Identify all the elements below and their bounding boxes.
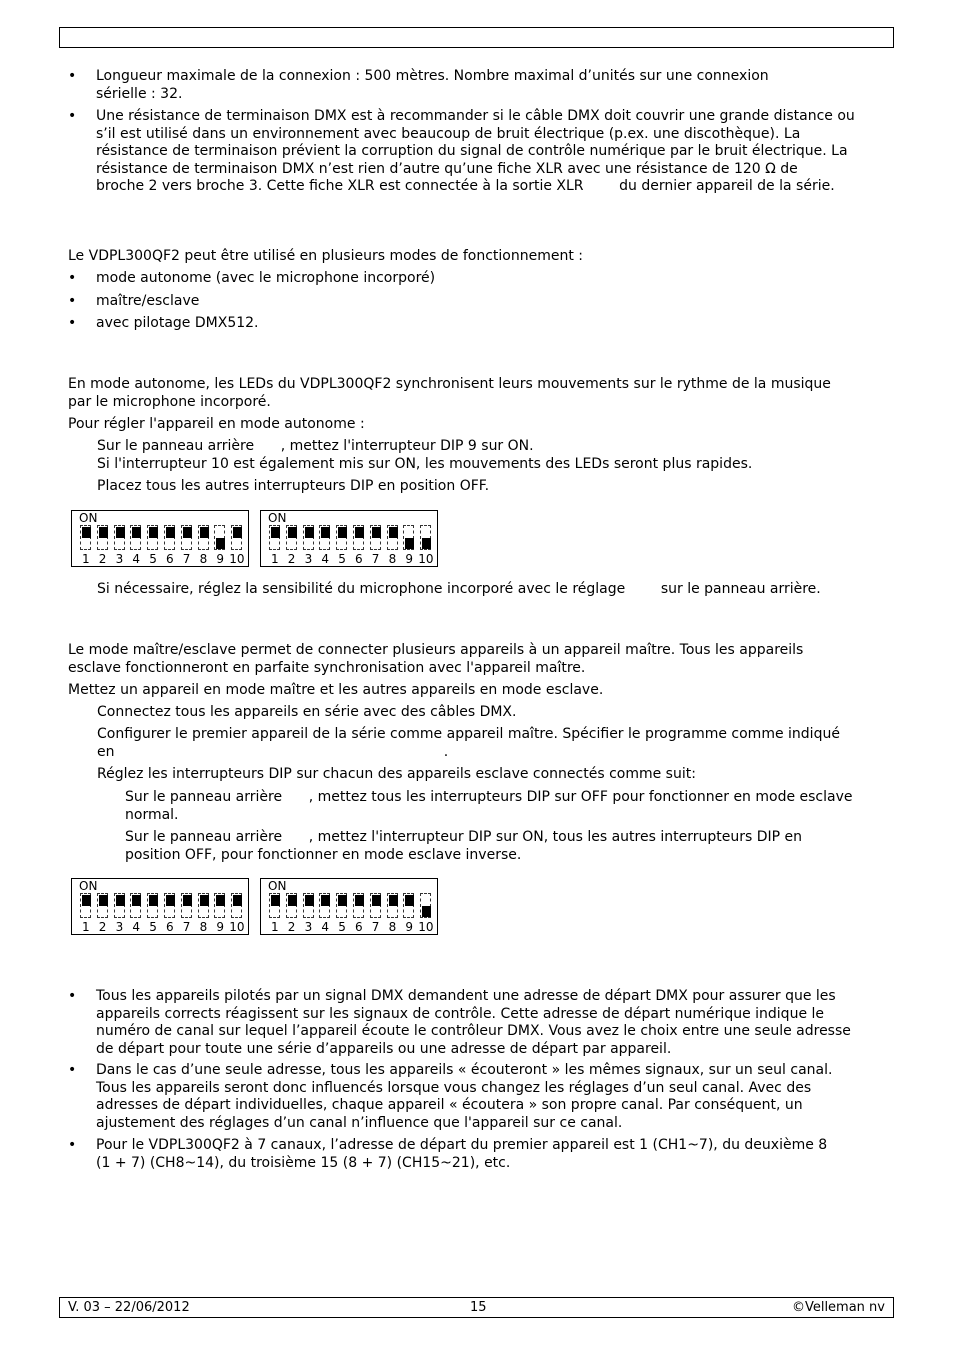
ms-description bbox=[68, 642, 888, 677]
mode-label: • avec pilotage DMX512. bbox=[96, 315, 259, 331]
dip-number-label: 5 bbox=[338, 920, 346, 934]
text-line: (1 + 7) (CH8~14), du troisième 15 (8 + 7) (CH15~21), etc. bbox=[96, 1154, 511, 1171]
dip-switch-knob bbox=[99, 527, 108, 538]
dip-switch-7 bbox=[370, 893, 381, 918]
dip-number-label: 7 bbox=[182, 552, 191, 566]
dip-switch-knob bbox=[200, 527, 209, 538]
dip-number-label: 1 bbox=[82, 920, 90, 934]
mode-item bbox=[68, 315, 259, 333]
dip-switch-6 bbox=[353, 525, 364, 550]
auto-description bbox=[68, 376, 888, 411]
dip-number-label: 3 bbox=[115, 552, 124, 566]
dip-number-label: 5 bbox=[149, 552, 157, 566]
dip-switch-4 bbox=[319, 525, 330, 550]
dip-number-label: 10 bbox=[229, 552, 245, 566]
dip-number-label: 6 bbox=[355, 552, 363, 566]
dip-number-label: 10 bbox=[229, 920, 245, 934]
footer-page-number: 15 bbox=[470, 1300, 487, 1315]
text-line: numéro de canal sur lequel l’appareil écoute le contrôleur DMX. Vous avez le choix entre une seule adresse bbox=[96, 1023, 851, 1039]
text-line: en . bbox=[97, 743, 449, 760]
dip-switch-knob bbox=[338, 895, 347, 906]
dip-number-label: 6 bbox=[166, 552, 174, 566]
dip-switch-5 bbox=[147, 525, 158, 550]
dip-switch-knob bbox=[183, 527, 192, 538]
dip-switch-knob bbox=[422, 906, 431, 917]
dip-switch-knob bbox=[321, 527, 330, 538]
dip-number-label: 7 bbox=[371, 552, 380, 566]
dip-number-label: 9 bbox=[216, 920, 225, 934]
dip-number-label: 10 bbox=[418, 552, 434, 566]
text-line: • Longueur maximale de la connexion : 500 mètres. Nombre maximal d’unités sur une connexion bbox=[96, 68, 769, 84]
dip-switch-9 bbox=[403, 525, 414, 550]
text-line: Sur le panneau arrière , mettez l'interrupteur DIP 9 sur ON. bbox=[97, 438, 534, 454]
dip-switch-6 bbox=[353, 893, 364, 918]
dip-switch-knob bbox=[305, 895, 314, 906]
text-line: s’il est utilisé dans un environnement avec beaucoup de bruit électrique (p.ex. une discothèque). La bbox=[96, 125, 801, 142]
dip-switch-4 bbox=[319, 893, 330, 918]
text-line: adresses de départ individuelles, chaque appareil « écoutera » son propre canal. Par conséquent, un bbox=[96, 1097, 803, 1113]
text-line: broche 2 vers broche 3. Cette fiche XLR est connectée à la sortie XLR du dernier appareil de la série. bbox=[96, 178, 835, 194]
dip-switch-7 bbox=[181, 893, 192, 918]
text-line: Sur le panneau arrière , mettez tous les interrupteurs DIP sur OFF pour fonctionner en mode esclave bbox=[125, 789, 853, 805]
dip-switch-knob bbox=[389, 895, 398, 906]
dip-switch-10 bbox=[420, 893, 431, 918]
dip-switch-knob bbox=[132, 895, 141, 906]
dip-switch-5 bbox=[336, 525, 347, 550]
dip-on-label: ON bbox=[79, 879, 98, 893]
text-line: Le mode maître/esclave permet de connecter plusieurs appareils à un appareil maître. Tous les appareils bbox=[68, 642, 804, 658]
dip-number-label: 1 bbox=[271, 920, 279, 934]
dip-switch-knob bbox=[233, 527, 242, 538]
text-line: ajustement des réglages d’un canal n’influence que l'appareil sur ce canal. bbox=[96, 1114, 623, 1131]
dip-switch-knob bbox=[288, 527, 297, 538]
text-line: Configurer le premier appareil de la série comme appareil maître. Spécifier le programme comme indiqué bbox=[97, 726, 840, 742]
dip-switch-8 bbox=[387, 525, 398, 550]
dip-switch-knob bbox=[372, 527, 381, 538]
dip-switch-7 bbox=[181, 525, 192, 550]
dip-switch-knob bbox=[116, 527, 125, 538]
dip-switch-6 bbox=[164, 525, 175, 550]
dip-switch-knob bbox=[405, 538, 414, 549]
dip-switch-knob bbox=[355, 895, 364, 906]
dip-number-label: 7 bbox=[371, 920, 380, 934]
dip-switch-4 bbox=[130, 893, 141, 918]
dip-switch-knob bbox=[405, 895, 414, 906]
text-line: de départ pour toute une série d’appareils ou une adresse de départ par appareil. bbox=[96, 1040, 672, 1057]
dip-number-label: 4 bbox=[321, 920, 330, 934]
dip-number-label: 3 bbox=[115, 920, 124, 934]
dip-switch-knob bbox=[149, 895, 158, 906]
dip-switch-9 bbox=[214, 893, 225, 918]
page-header-box bbox=[59, 27, 894, 48]
footer-version: V. 03 – 22/06/2012 bbox=[68, 1300, 190, 1315]
ms-sub-1 bbox=[125, 789, 890, 824]
dip-switch-knob bbox=[166, 527, 175, 538]
text-line: Tous les appareils seront donc influencés lorsque vous changez les réglages d’un seul canal. Avec des bbox=[96, 1079, 812, 1096]
text-line: • Pour le VDPL300QF2 à 7 canaux, l’adresse de départ du premier appareil est 1 (CH1~7), du deuxième 8 bbox=[96, 1137, 828, 1153]
dip-switch-knob bbox=[355, 527, 364, 538]
dip-number-label: 6 bbox=[355, 920, 363, 934]
dip-number-label: 8 bbox=[199, 552, 208, 566]
text-line: résistance de terminaison DMX n’est rien d’autre qu’une fiche XLR avec une résistance de 120 Ω de bbox=[96, 160, 798, 177]
dip-switch-3 bbox=[114, 893, 125, 918]
dip-switch-1 bbox=[269, 525, 280, 550]
dip-number-label: 9 bbox=[405, 920, 414, 934]
text-line: normal. bbox=[125, 806, 179, 823]
dip-switch-2 bbox=[286, 893, 297, 918]
dip-switch-4 bbox=[130, 525, 141, 550]
dip-switch-knob bbox=[271, 895, 280, 906]
dip-number-label: 8 bbox=[388, 920, 397, 934]
dip-switch-10 bbox=[420, 525, 431, 550]
dip-number-label: 8 bbox=[388, 552, 397, 566]
footer-copyright: ©Velleman nv bbox=[791, 1300, 885, 1315]
mode-item bbox=[68, 293, 199, 311]
mode-label: • mode autonome (avec le microphone incorporé) bbox=[96, 270, 436, 286]
bullet-termination bbox=[68, 108, 855, 196]
text-line: Sur le panneau arrière , mettez l'interrupteur DIP sur ON, tous les autres interrupteurs DIP en bbox=[125, 829, 802, 845]
dip-switch-1 bbox=[80, 525, 91, 550]
dip-number-label: 4 bbox=[132, 552, 141, 566]
dip-switch-8 bbox=[387, 893, 398, 918]
dip-switch-knob bbox=[166, 895, 175, 906]
text-line: • Dans le cas d’une seule adresse, tous les appareils « écouteront » les mêmes signaux, sur un seul canal. bbox=[96, 1062, 833, 1078]
ms-setup: Mettez un appareil en mode maître et les autres appareils en mode esclave. bbox=[68, 682, 604, 698]
dip-switch-knob bbox=[82, 527, 91, 538]
dip-switch-knob bbox=[116, 895, 125, 906]
text-line: par le microphone incorporé. bbox=[68, 393, 271, 410]
dip-number-label: 5 bbox=[149, 920, 157, 934]
dip-number-label: 10 bbox=[418, 920, 434, 934]
dip-switch-1 bbox=[269, 893, 280, 918]
text-line: résistance de terminaison prévient la corruption du signal de contrôle numérique par le bruit électrique. La bbox=[96, 143, 848, 159]
ms-step-3: Réglez les interrupteurs DIP sur chacun des appareils esclave connectés comme suit: bbox=[97, 766, 696, 782]
dip-switch-8 bbox=[198, 893, 209, 918]
dip-number-label: 9 bbox=[405, 552, 414, 566]
text-line: • Tous les appareils pilotés par un signal DMX demandent une adresse de départ DMX pour assurer que les bbox=[96, 988, 836, 1004]
bullet-dmx-address bbox=[68, 988, 851, 1058]
dip-on-label: ON bbox=[268, 879, 287, 893]
dip-switch-5 bbox=[147, 893, 158, 918]
dip-switch-knob bbox=[389, 527, 398, 538]
dip-on-label: ON bbox=[268, 511, 287, 525]
dip-switch-knob bbox=[82, 895, 91, 906]
dip-switch-2 bbox=[97, 525, 108, 550]
dip-switch-10 bbox=[231, 893, 242, 918]
dip-switch-diagram bbox=[71, 878, 249, 935]
dip-switch-knob bbox=[271, 527, 280, 538]
dip-switch-2 bbox=[97, 893, 108, 918]
dip-number-label: 3 bbox=[304, 920, 313, 934]
dip-switch-knob bbox=[99, 895, 108, 906]
auto-setup: Pour régler l'appareil en mode autonome : bbox=[68, 416, 365, 432]
auto-step-3: Si nécessaire, réglez la sensibilité du microphone incorporé avec le réglage sur le panneau arrière. bbox=[97, 581, 821, 597]
dip-number-label: 4 bbox=[132, 920, 141, 934]
dip-number-label: 2 bbox=[287, 920, 296, 934]
dip-switch-3 bbox=[303, 893, 314, 918]
dip-switch-9 bbox=[403, 893, 414, 918]
dip-switch-knob bbox=[183, 895, 192, 906]
dip-switch-9 bbox=[214, 525, 225, 550]
dip-switch-1 bbox=[80, 893, 91, 918]
ms-step-2 bbox=[97, 726, 887, 761]
dip-switch-knob bbox=[216, 895, 225, 906]
text-line: position OFF, pour fonctionner en mode esclave inverse. bbox=[125, 846, 522, 863]
mode-item bbox=[68, 270, 435, 288]
dip-number-label: 3 bbox=[304, 552, 313, 566]
dip-switch-knob bbox=[233, 895, 242, 906]
dip-switch-6 bbox=[164, 893, 175, 918]
dip-number-label: 8 bbox=[199, 920, 208, 934]
dip-number-label: 6 bbox=[166, 920, 174, 934]
dip-switch-10 bbox=[231, 525, 242, 550]
dip-switch-diagram bbox=[260, 510, 438, 567]
ms-sub-2 bbox=[125, 829, 890, 864]
dip-number-label: 5 bbox=[338, 552, 346, 566]
dip-number-label: 2 bbox=[287, 552, 296, 566]
dip-number-label: 1 bbox=[82, 552, 90, 566]
text-line: sérielle : 32. bbox=[96, 85, 183, 102]
dip-switch-7 bbox=[370, 525, 381, 550]
bullet-single-address bbox=[68, 1062, 832, 1132]
dip-switch-knob bbox=[200, 895, 209, 906]
dip-number-label: 1 bbox=[271, 552, 279, 566]
dip-on-label: ON bbox=[79, 511, 98, 525]
auto-step-1 bbox=[97, 438, 887, 473]
bullet-max-length bbox=[68, 68, 769, 103]
text-line: En mode autonome, les LEDs du VDPL300QF2 synchronisent leurs mouvements sur le rythme de la musique bbox=[68, 376, 831, 392]
modes-intro: Le VDPL300QF2 peut être utilisé en plusieurs modes de fonctionnement : bbox=[68, 248, 583, 264]
dip-switch-knob bbox=[149, 527, 158, 538]
text-line: esclave fonctionneront en parfaite synchronisation avec l'appareil maître. bbox=[68, 659, 586, 676]
dip-switch-3 bbox=[114, 525, 125, 550]
dip-switch-knob bbox=[321, 895, 330, 906]
dip-switch-knob bbox=[372, 895, 381, 906]
dip-switch-knob bbox=[422, 538, 431, 549]
dip-number-label: 2 bbox=[98, 920, 107, 934]
dip-number-label: 2 bbox=[98, 552, 107, 566]
dip-number-label: 7 bbox=[182, 920, 191, 934]
page-footer bbox=[59, 1297, 894, 1318]
ms-step-1: Connectez tous les appareils en série avec des câbles DMX. bbox=[97, 704, 517, 720]
dip-switch-knob bbox=[288, 895, 297, 906]
dip-switch-3 bbox=[303, 525, 314, 550]
text-line: appareils corrects réagissent sur les signaux de contrôle. Cette adresse de départ numérique indique le bbox=[96, 1005, 825, 1022]
dip-number-label: 9 bbox=[216, 552, 225, 566]
text-line: Si l'interrupteur 10 est également mis sur ON, les mouvements des LEDs seront plus rapides. bbox=[97, 455, 753, 472]
dip-switch-diagram bbox=[71, 510, 249, 567]
text-line: • Une résistance de terminaison DMX est à recommander si le câble DMX doit couvrir une grande distance ou bbox=[96, 108, 855, 124]
bullet-channels bbox=[68, 1137, 827, 1172]
dip-switch-knob bbox=[216, 538, 225, 549]
dip-switch-diagram bbox=[260, 878, 438, 935]
dip-switch-knob bbox=[132, 527, 141, 538]
dip-switch-knob bbox=[305, 527, 314, 538]
dip-number-label: 4 bbox=[321, 552, 330, 566]
dip-switch-knob bbox=[338, 527, 347, 538]
dip-switch-8 bbox=[198, 525, 209, 550]
dip-switch-2 bbox=[286, 525, 297, 550]
auto-step-2: Placez tous les autres interrupteurs DIP en position OFF. bbox=[97, 478, 490, 494]
mode-label: • maître/esclave bbox=[96, 293, 200, 309]
dip-switch-5 bbox=[336, 893, 347, 918]
